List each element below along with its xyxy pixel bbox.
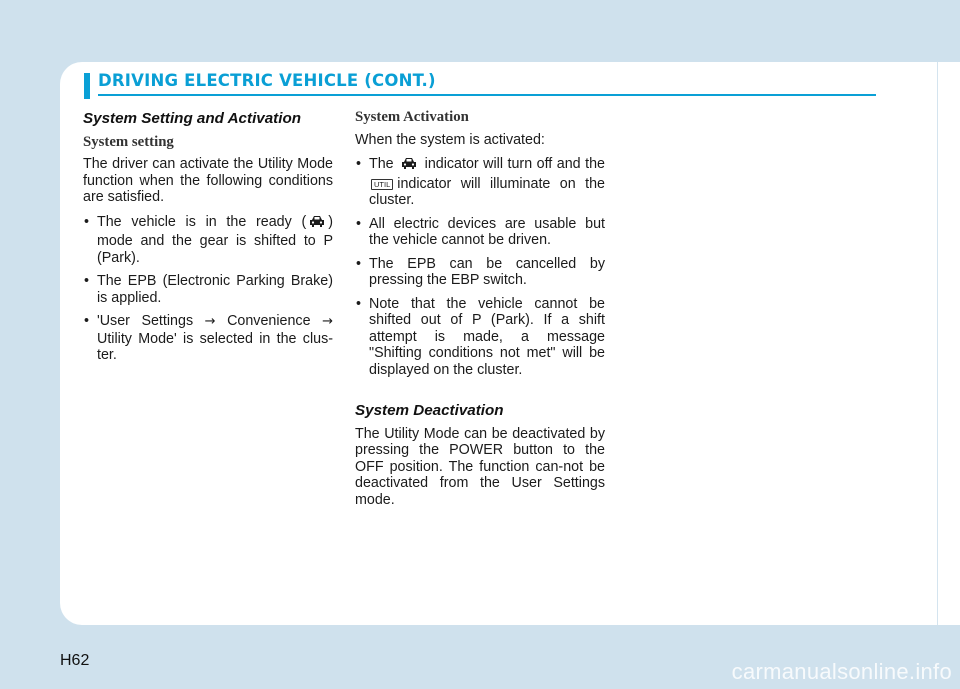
left-column: [83, 109, 333, 371]
arrow-right-icon: →: [322, 314, 333, 329]
header-rule: [98, 94, 876, 96]
list-item: [355, 216, 605, 249]
bullet-text: Note that the vehicle cannot be shifted out of P (Park). If a shift attempt is made, a message "Shifting conditions not met" will be displayed on the cluster.: [369, 295, 605, 378]
arrow-right-icon: →: [204, 314, 216, 329]
ready-car-icon: [308, 214, 326, 234]
activation-intro: When the system is activated:: [355, 131, 545, 148]
bullet-text: Convenience: [227, 313, 311, 329]
bullet-text: The vehicle is in the ready (: [97, 213, 307, 230]
ready-car-icon: [400, 156, 418, 176]
activation-list: [355, 156, 605, 378]
page-edge-rule: [937, 62, 938, 625]
section-title: DRIVING ELECTRIC VEHICLE (CONT.): [98, 71, 436, 90]
bullet-text: All electric devices are usable but the vehicle cannot be driven.: [369, 215, 605, 248]
header-accent-bar: [84, 73, 90, 99]
list-item: [83, 313, 333, 364]
deactivation-paragraph: The Utility Mode can be deactivated by pressing the POWER button to the OFF position. The function can-not be deactivated from the User Settings mode.: [355, 425, 605, 508]
subheading-system-deactivation: System Deactivation: [355, 402, 504, 419]
bullet-text: indicator will turn off and the: [424, 156, 605, 172]
list-item: [355, 256, 605, 289]
right-column: [355, 109, 605, 516]
page-number: H62: [60, 652, 90, 669]
bullet-text: The EPB (Electronic Parking Brake) is applied.: [97, 273, 333, 306]
subheading-system-setting: System setting: [83, 133, 174, 150]
intro-paragraph: The driver can activate the Utility Mode function when the following conditions are satisfied.: [83, 156, 333, 205]
bullet-text: Utility Mode' is selected in the clus-ter.: [97, 330, 333, 363]
list-item: [355, 156, 605, 209]
watermark-logo: carmanualsonline.info: [731, 659, 952, 684]
spacer: [355, 385, 605, 401]
util-indicator-icon: UTIL: [371, 179, 393, 190]
list-item: [355, 296, 605, 379]
list-item: [83, 214, 333, 267]
bullet-text: 'User Settings: [97, 313, 194, 329]
list-item: [83, 273, 333, 306]
bullet-text: The EPB can be cancelled by pressing the EBP switch.: [369, 255, 605, 288]
subheading-system-activation: System Activation: [355, 109, 469, 125]
bullet-text: The: [369, 156, 394, 172]
bullet-text: indicator will illuminate on the cluster.: [369, 175, 605, 208]
section-heading: System Setting and Activation: [83, 110, 302, 127]
conditions-list: [83, 214, 333, 364]
bullet-text: ) mode and the gear is shifted to P (Park).: [97, 213, 333, 266]
